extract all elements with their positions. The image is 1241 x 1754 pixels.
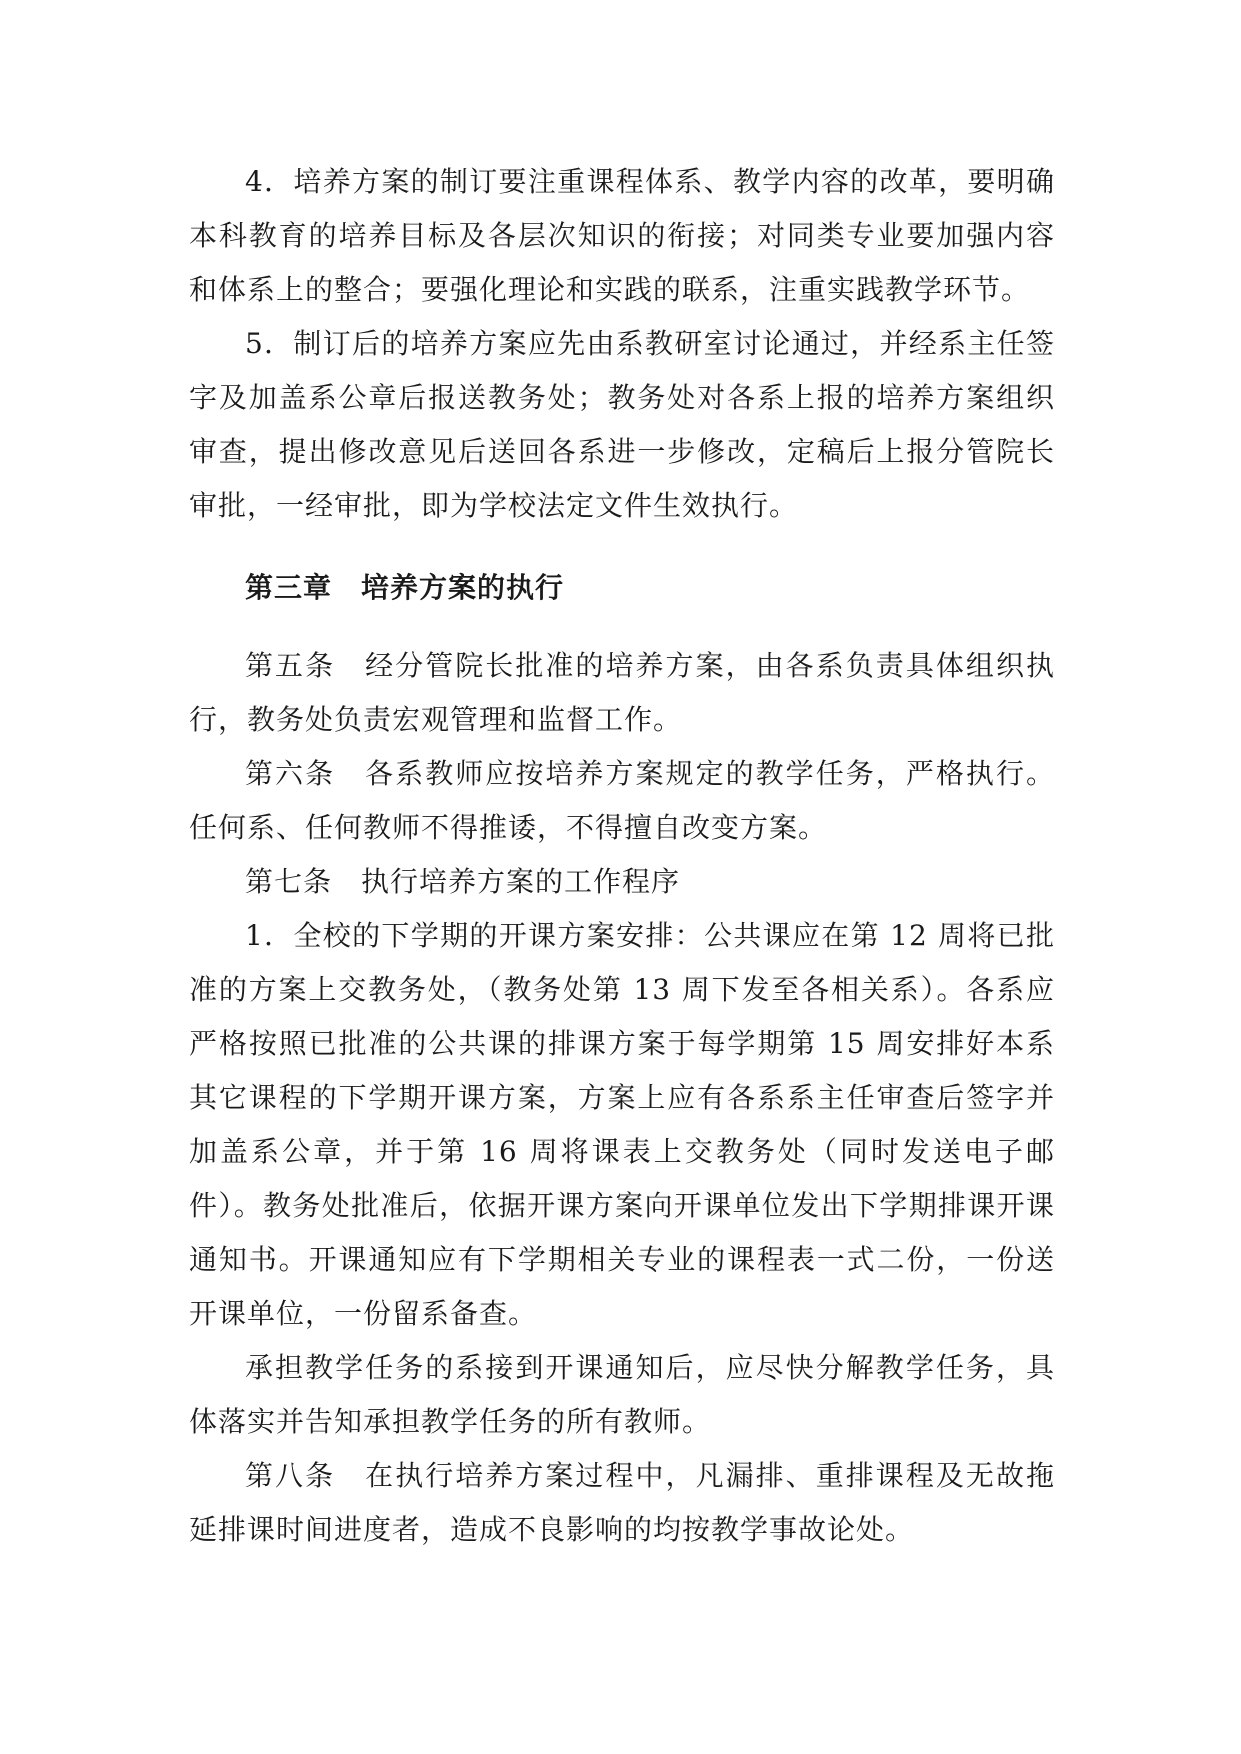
document-body (189, 155, 1055, 1557)
article-7: 第七条 执行培养方案的工作程序 (245, 865, 681, 898)
article-6: 第六条 各系教师应按培养方案规定的教学任务，严格执行。任何系、任何教师不得推诿，不得擅自改变方案。 (189, 757, 1055, 844)
article-7-item-1: 1．全校的下学期的开课方案安排：公共课应在第 12 周将已批准的方案上交教务处，（教务处第 13 周下发至各相关系）。各系应严格按照已批准的公共课的排课方案于每学期第 15 周安排好本系其它课程的下学期开课方案，方案上应有各系系主任审查后签字并加盖系公章，并于第 16 周将课表上交教务处（同时发送电子邮件）。教务处批准后，依据开课方案向开课单位发出下学期排课开课通知书。开课通知应有下学期相关专业的课程表一式二份，一份送开课单位，一份留系备查。 (189, 919, 1055, 1330)
paragraph-item-4: 4．培养方案的制订要注重课程体系、教学内容的改革，要明确本科教育的培养目标及各层次知识的衔接；对同类专业要加强内容和体系上的整合；要强化理论和实践的联系，注重实践教学环节。 (189, 165, 1055, 306)
article-5: 第五条 经分管院长批准的培养方案，由各系负责具体组织执行，教务处负责宏观管理和监督工作。 (189, 649, 1055, 736)
chapter-heading: 第三章 培养方案的执行 (245, 571, 565, 604)
article-8: 第八条 在执行培养方案过程中，凡漏排、重排课程及无故拖延排课时间进度者，造成不良影响的均按教学事故论处。 (189, 1459, 1055, 1546)
paragraph-item-5: 5．制订后的培养方案应先由系教研室讨论通过，并经系主任签字及加盖系公章后报送教务处；教务处对各系上报的培养方案组织审查，提出修改意见后送回各系进一步修改，定稿后上报分管院长审批，一经审批，即为学校法定文件生效执行。 (189, 327, 1055, 522)
article-7-note: 承担教学任务的系接到开课通知后，应尽快分解教学任务，具体落实并告知承担教学任务的所有教师。 (189, 1351, 1055, 1438)
